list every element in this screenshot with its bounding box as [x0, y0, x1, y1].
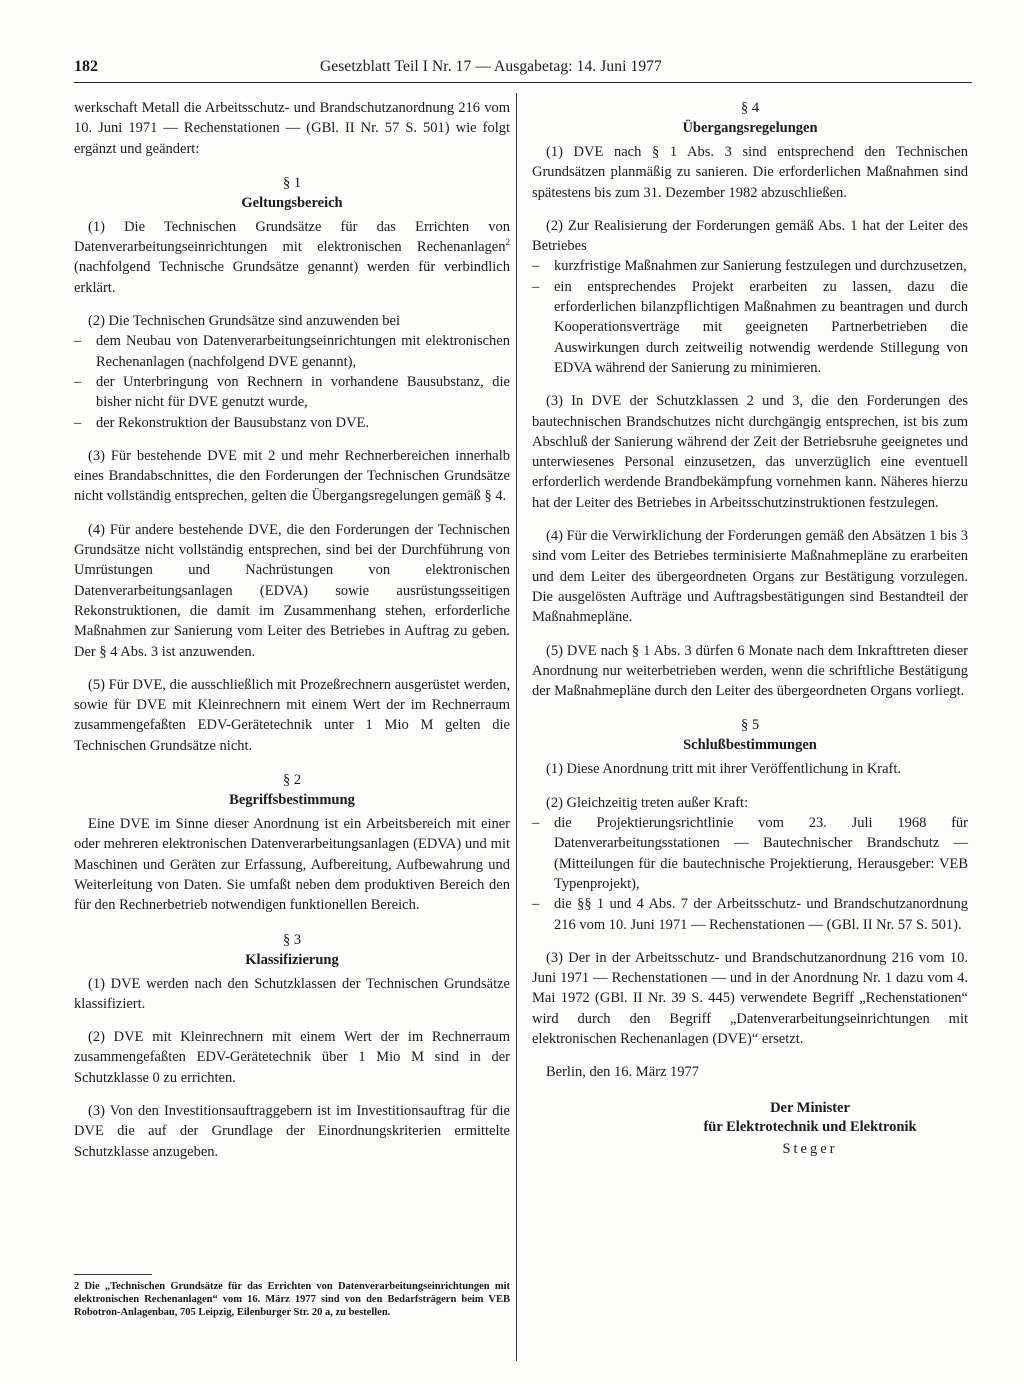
- section-1-paragraph-1-text-a: (1) Die Technischen Grundsätze für das Errichten von Datenverarbeitungseinrichtungen mit elektronischen Rechenanlagen: [74, 218, 510, 256]
- list-item: – ein entsprechendes Projekt erarbeiten zu lassen, dazu die erforderlichen bilanzpflichtigen Maßnahmen zu beantragen und durch Kooperationsverträge mit geeigneten Partnerbetrieben die Auswirkungen durch zeitweilig notwendig werdende Stillegung von EDVA während der Sanierung zu minimieren.: [532, 278, 968, 376]
- section-4-paragraph-4: (4) Für die Verwirklichung der Forderungen gemäß den Absätzen 1 bis 3 sind vom Leiter des Betriebes terminisierte Maßnahmepläne zu erarbeiten und dem Leiter des übergeordneten Organs zur Bestätigung vorzulegen. Die ausgelösten Aufträge und Auftragsbestätigungen sind Bestandteil der Maßnahmepläne.: [532, 528, 968, 626]
- section-1-paragraph-5: (5) Für DVE, die ausschließlich mit Prozeßrechnern ausgerüstet werden, sowie für DVE mit Kleinrechnern mit einem Wert der im Rechnerraum zusammengefaßten EDV-Gerätetechnik unter 1 Mio M gelten die Technischen Grundsätze nicht.: [74, 676, 510, 754]
- section-4-paragraph-2: (2) Zur Realisierung der Forderungen gemäß Abs. 1 hat der Leiter des Betriebes: [532, 217, 968, 255]
- section-1-list: [74, 331, 510, 432]
- footnote-rule: [74, 1274, 152, 1275]
- section-3-paragraph-1: (1) DVE werden nach den Schutzklassen der Technischen Grundsätze klassifiziert.: [74, 975, 510, 1012]
- section-1-title: Geltungsbereich: [241, 194, 343, 211]
- section-1-paragraph-4: (4) Für andere bestehende DVE, die den Forderungen der Technischen Grundsätze nicht vollständig entsprechen, sind bei der Durchführung von Umrüstungen und Nachrüstungen von elektronischen Datenverarbeitungsanlagen (EDVA) sowie ausrüstungsseitigen Rekonstruktionen, die damit im Zusammenhang stehen, erforderliche Maßnahmen zur Sanierung vom Leiter des Betriebes in Auftrag zu geben. Der § 4 Abs. 3 ist anzuwenden.: [74, 521, 510, 660]
- section-5-paragraph-3: (3) Der in der Arbeitsschutz- und Brandschutzanordnung 216 vom 10. Juni 1971 — Rechenstationen — und in der Anordnung Nr. 1 dazu vom 4. Mai 1972 (GBl. II Nr. 39 S. 445) verwendete Begriff „Rechenstationen“ wird durch den Begriff „Datenverarbeitungseinrichtungen mit elektronischen Rechenanlagen (DVE)“ ersetzt.: [532, 949, 968, 1047]
- footnote-ref: 2: [505, 237, 510, 248]
- page-header: [74, 58, 972, 82]
- list-item-text: dem Neubau von Datenverarbeitungseinrichtungen mit elektronischen Rechenanlagen (nachfolgend DVE genannt),: [96, 333, 510, 370]
- place-date: Berlin, den 16. März 1977: [546, 1064, 700, 1081]
- section-4-paragraph-5: (5) DVE nach § 1 Abs. 3 dürfen 6 Monate nach dem Inkrafttreten dieser Anordnung nur weiterbetrieben werden, wenn die schriftliche Bestätigung der Maßnahmepläne durch den Leiter des übergeordneten Organs vorliegt.: [532, 642, 968, 700]
- list-item: – der Rekonstruktion der Bausubstanz von DVE.: [74, 414, 370, 431]
- list-item-text: kurzfristige Maßnahmen zur Sanierung festzulegen und durchzusetzen,: [554, 258, 967, 275]
- section-4-paragraph-1: (1) DVE nach § 1 Abs. 3 sind entsprechend den Technischen Grundsätzen planmäßig zu sanieren. Die erforderlichen Maßnahmen sind spätestens bis zum 31. Dezember 1982 abzuschließen.: [532, 144, 968, 201]
- section-4-number: § 4: [740, 100, 760, 116]
- minister-title: Der Minister: [770, 1099, 850, 1116]
- section-5-list: [532, 813, 968, 935]
- section-3-title: Klassifizierung: [245, 951, 339, 968]
- section-2-number: § 2: [282, 772, 302, 789]
- section-3-number: § 3: [282, 931, 302, 948]
- footnote: 2 Die „Technischen Grundsätze für das Errichten von Datenverarbeitungseinrichtungen mit elektronischen Rechenanlagen“ vom 16. März 1977 sind von den Bedarfsträgern beim VEB Robotron-Anlagenbau, 705 Leipzig, Eilenburger Str. 20 a, zu bestellen.: [74, 1281, 510, 1318]
- running-head: Gesetzblatt Teil I Nr. 17 — Ausgabetag: 14. Juni 1977: [320, 58, 662, 75]
- list-item-text: ein entsprechendes Projekt erarbeiten zu lassen, dazu die erforderlichen bilanzpflichtigen Maßnahmen zu beantragen und durch Kooperationsverträge mit geeigneten Partnerbetrieben die Auswirkungen durch zeitweilig notwendig werdende Stillegung von EDVA während der Sanierung zu minimieren.: [554, 278, 968, 376]
- list-item-text: die §§ 1 und 4 Abs. 7 der Arbeitsschutz- und Brandschutzanordnung 216 vom 10. Juni 1971 — Rechenstationen — (GBl. II Nr. 57 S. 501).: [554, 896, 968, 933]
- section-2-title: Begriffsbestimmung: [229, 792, 355, 809]
- section-5-title: Schlußbestimmungen: [683, 737, 817, 754]
- section-1-paragraph-2: (2) Die Technischen Grundsätze sind anzuwenden bei: [88, 313, 400, 330]
- section-3-paragraph-3: (3) Von den Investitionsauftraggebern ist im Investitionsauftrag für die DVE die auf der Grundlage der Einordnungskriterien ermittelte Schutzklasse anzugeben.: [74, 1102, 510, 1160]
- section-4-paragraph-3: (3) In DVE der Schutzklassen 2 und 3, die den Forderungen des bautechnischen Brandschutzes nicht durchgängig entsprechen, ist bis zum Abschluß der Sanierung während der Zeit der Betriebsruhe geeignetes und unterwiesenes Personal einzusetzen, das unverzüglich eine eventuell erforderlich werdende Brandbekämpfung vornehmen kann. Näheres hierzu hat der Leiter des Betriebes in Arbeitsschutzinstruktionen festzulegen.: [532, 393, 968, 511]
- column-divider: [516, 93, 517, 1361]
- section-5-paragraph-1: (1) Diese Anordnung tritt mit ihrer Veröffentlichung in Kraft.: [546, 761, 902, 778]
- intro-paragraph: werkschaft Metall die Arbeitsschutz- und Brandschutzanordnung 216 vom 10. Juni 1971 — Rechenstationen — (GBl. II Nr. 57 S. 501) wie folgt ergänzt und geändert:: [74, 100, 510, 157]
- section-2-paragraph-1: Eine DVE im Sinne dieser Anordnung ist ein Arbeitsbereich mit einer oder mehreren elektronischen Datenverarbeitungsanlagen (EDVA) und mit Maschinen und Geräten zur Erfassung, Aufbereitung, Aufbewahrung und Weiterleitung von Daten. Sie umfaßt neben dem produktiven Bereich den für den Rechnerbetrieb notwendigen funktionellen Bereich.: [74, 816, 510, 914]
- section-1-paragraph-1: [74, 217, 510, 298]
- page-number: 182: [74, 58, 98, 75]
- section-5-number: § 5: [740, 717, 760, 734]
- list-item-text: die Projektierungsrichtlinie vom 23. Juli 1968 für Datenverarbeitungsstationen — Bautechnischer Brandschutz — (Mitteilungen für die bautechnische Projektierung, Herausgeber: VEB Typenprojekt),: [554, 815, 968, 892]
- header-rule: [74, 82, 972, 83]
- left-column: [74, 98, 510, 1162]
- section-1-paragraph-3: (3) Für bestehende DVE mit 2 und mehr Rechnerbereichen innerhalb eines Brandabschnittes, die den Forderungen der Technischen Grundsätze nicht vollständig entsprechen, gelten die Übergangsregelungen gemäß § 4.: [74, 447, 510, 505]
- section-4-list: [532, 256, 968, 378]
- section-3-paragraph-2: (2) DVE mit Kleinrechnern mit einem Wert der im Rechnerraum zusammengefaßten EDV-Gerätetechnik über 1 Mio M sind in der Schutzklasse 0 zu errichten.: [74, 1029, 510, 1086]
- section-1-paragraph-1-text-b: (nachfolgend Technische Grundsätze genannt) werden für verbindlich erklärt.: [74, 259, 510, 296]
- list-item: – der Unterbringung von Rechnern in vorhandene Bausubstanz, die bisher nicht für DVE genutzt wurde,: [74, 373, 510, 411]
- section-4-title: Übergangsregelungen: [682, 120, 818, 136]
- ministry-name: für Elektrotechnik und Elektronik: [703, 1118, 917, 1135]
- signature-block: [652, 1099, 968, 1159]
- minister-name: Steger: [782, 1140, 838, 1157]
- right-column: [532, 98, 968, 1159]
- list-item-text: der Rekonstruktion der Bausubstanz von DVE.: [96, 414, 370, 431]
- list-item-text: der Unterbringung von Rechnern in vorhandene Bausubstanz, die bisher nicht für DVE genutzt wurde,: [96, 373, 510, 411]
- section-1-number: § 1: [282, 174, 302, 191]
- section-5-paragraph-2: (2) Gleichzeitig treten außer Kraft:: [546, 794, 749, 811]
- list-item: – dem Neubau von Datenverarbeitungseinrichtungen mit elektronischen Rechenanlagen (nachfolgend DVE genannt),: [74, 333, 510, 370]
- list-item: – kurzfristige Maßnahmen zur Sanierung festzulegen und durchzusetzen,: [532, 258, 967, 275]
- list-item: – die Projektierungsrichtlinie vom 23. Juli 1968 für Datenverarbeitungsstationen — Bautechnischer Brandschutz — (Mitteilungen für die bautechnische Projektierung, Herausgeber: VEB Typenprojekt),: [532, 815, 968, 892]
- list-item: – die §§ 1 und 4 Abs. 7 der Arbeitsschutz- und Brandschutzanordnung 216 vom 10. Juni 1971 — Rechenstationen — (GBl. II Nr. 57 S. 501).: [532, 896, 968, 933]
